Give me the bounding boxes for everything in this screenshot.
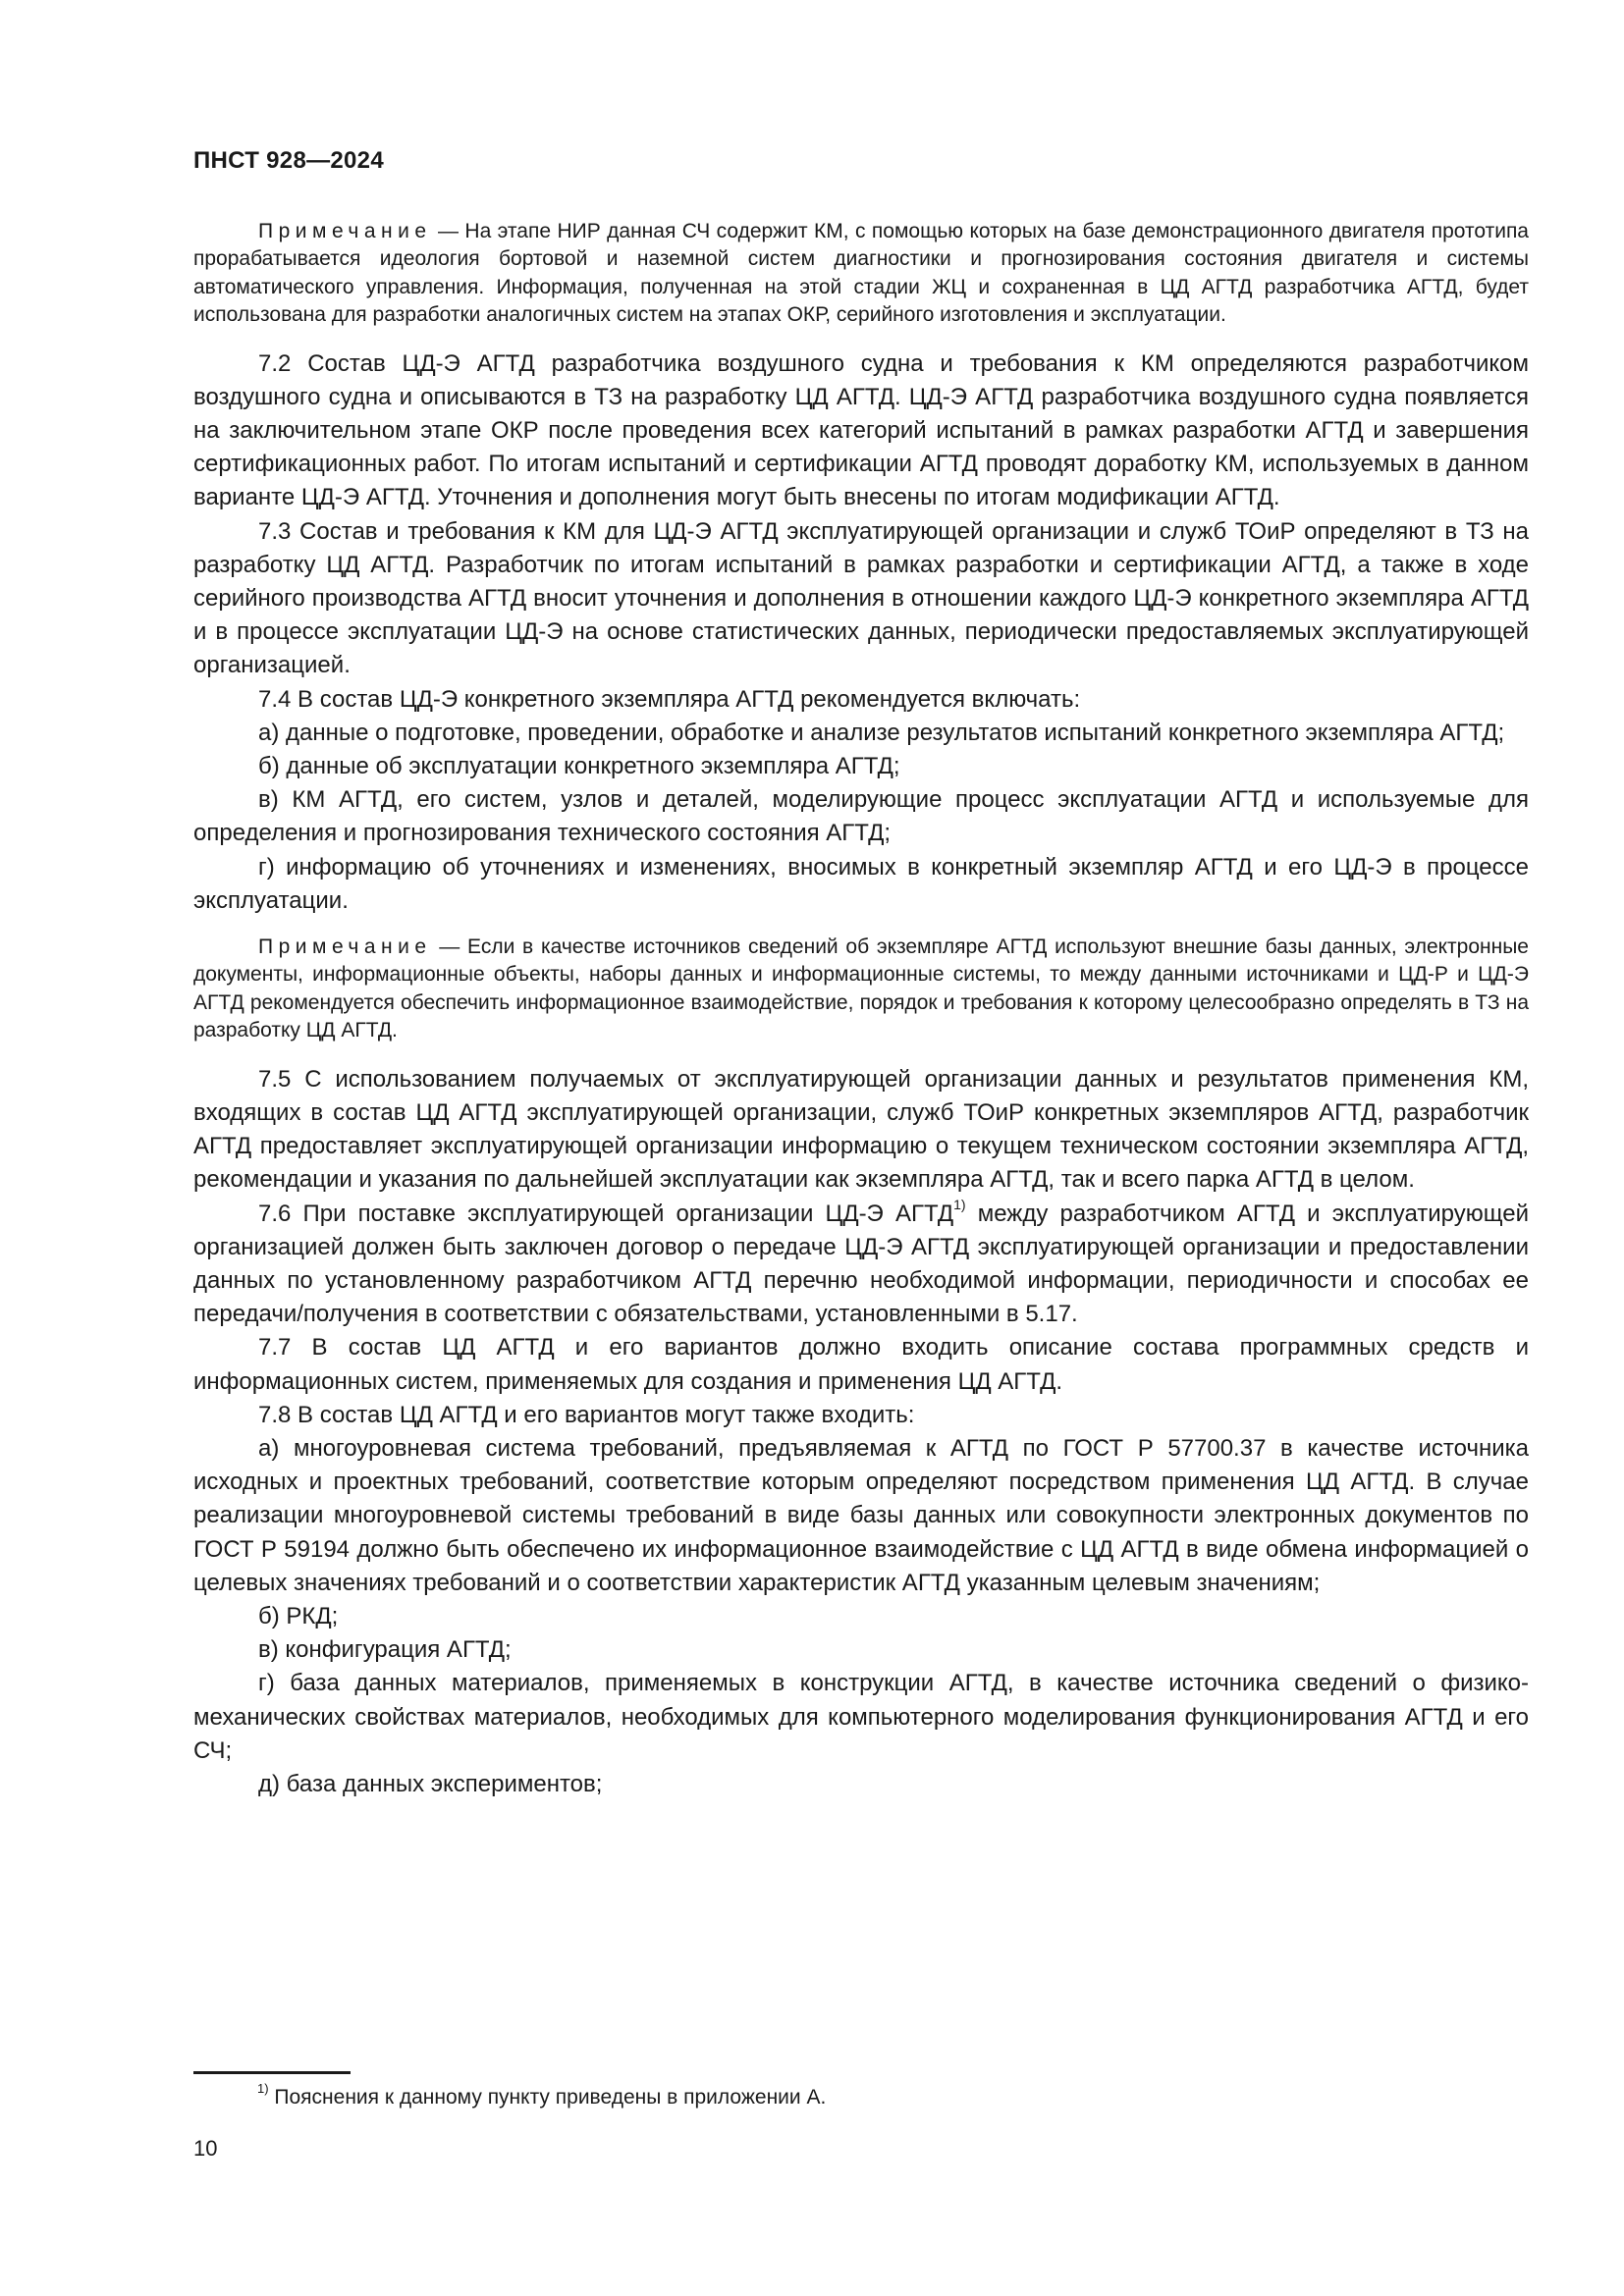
- section-7-2-to-7-4: [193, 347, 1529, 918]
- footnote-text: Пояснения к данному пункту приведены в приложении А.: [268, 2086, 827, 2109]
- footnote-reference: 1): [953, 1196, 966, 1212]
- list-item-7-8-d: д) база данных экспериментов;: [258, 1770, 603, 1797]
- section-7-5-to-7-8: [193, 1063, 1529, 1801]
- page-body: [193, 218, 1529, 1801]
- list-item-7-8-v: в) конфигурация АГТД;: [258, 1636, 512, 1664]
- paragraph-7-3: 7.3 Состав и требования к КМ для ЦД-Э АГТД эксплуатирующей организации и служб ТОиР определяют в ТЗ на разработку ЦД АГТД. Разработчик по итогам испытаний в рамках разработки и сертификации АГТД, а также в ходе серийного производства АГТД вносит уточнения и дополнения в отношении каждого ЦД-Э конкретного экземпляра АГТД и в процессе эксплуатации ЦД-Э на основе статистических данных, периодически предоставляемых эксплуатирующей организацией.: [193, 517, 1529, 679]
- note-2-label: Примечание: [258, 935, 432, 959]
- list-item-7-4-v: в) КМ АГТД, его систем, узлов и деталей, моделирующие процесс эксплуатации АГТД и используемые для определения и прогнозирования технического состояния АГТД;: [193, 786, 1529, 847]
- footnote-divider: [193, 2071, 351, 2074]
- list-item-7-4-b: б) данные об эксплуатации конкретного экземпляра АГТД;: [258, 753, 900, 780]
- list-item-7-8-a: а) многоуровневая система требований, предъявляемая к АГТД по ГОСТ Р 57700.37 в качестве источника исходных и проектных требований, соответствие которым определяют посредством применения ЦД АГТД. В случае реализации многоуровневой системы требований в виде базы данных или совокупности электронных документов по ГОСТ Р 59194 должно быть обеспечено их информационное взаимодействие с ЦД АГТД в виде обмена информацией о целевых значениях требований и о соответствии характеристик АГТД указанным целевым значениям;: [193, 1434, 1529, 1596]
- note-1-text: — На этапе НИР данная СЧ содержит КМ, с помощью которых на базе демонстрационного двигателя прототипа прорабатывается идеология бортовой и наземной систем диагностики и прогнозирования состояния двигателя и системы автоматического управления. Информация, полученная на этой стадии ЖЦ и сохраненная в ЦД АГТД разработчика АГТД, будет использована для разработки аналогичных систем на этапах ОКР, серийного изготовления и эксплуатации.: [193, 220, 1529, 327]
- document-header: ПНСТ 928—2024: [193, 147, 384, 174]
- note-1: [193, 218, 1529, 330]
- page-number: 10: [193, 2136, 218, 2161]
- list-item-7-8-g: г) база данных материалов, применяемых в конструкции АГТД, в качестве источника сведений о физико-механических свойствах материалов, необходимых для компьютерного моделирования функционирования АГТД и его СЧ;: [193, 1670, 1529, 1764]
- paragraph-7-6-start: 7.6 При поставке эксплуатирующей организации ЦД-Э АГТД: [258, 1200, 954, 1227]
- footnote-marker: 1): [257, 2081, 269, 2096]
- paragraph-7-2: 7.2 Состав ЦД-Э АГТД разработчика воздушного судна и требования к КМ определяются разработчиком воздушного судна и описываются в ТЗ на разработку ЦД АГТД. ЦД-Э АГТД разработчика воздушного судна появляется на заключительном этапе ОКР после проведения всех категорий испытаний в рамках разработки АГТД и завершения сертификационных работ. По итогам испытаний и сертификации АГТД проводят доработку КМ, используемых в данном варианте ЦД-Э АГТД. Уточнения и дополнения могут быть внесены по итогам модификации АГТД.: [193, 349, 1529, 511]
- note-2-text: — Если в качестве источников сведений об экземпляре АГТД используют внешние базы данных, электронные документы, информационные объекты, наборы данных и информационные системы, то между данными источниками и ЦД-Р и ЦД-Э АГТД рекомендуется обеспечить информационное взаимодействие, порядок и требования к которому целесообразно определять в ТЗ на разработку ЦД АГТД.: [193, 935, 1529, 1042]
- footnote: [257, 2081, 827, 2111]
- paragraph-7-5: 7.5 С использованием получаемых от эксплуатирующей организации данных и результатов применения КМ, входящих в состав ЦД АГТД эксплуатирующей организации, служб ТОиР конкретных экземпляров АГТД, разработчик АГТД предоставляет эксплуатирующей организации информацию о текущем техническом состоянии экземпляра АГТД, рекомендации и указания по дальнейшей эксплуатации как экземпляра АГТД, так и всего парка АГТД в целом.: [193, 1065, 1529, 1194]
- list-item-7-4-a: а) данные о подготовке, проведении, обработке и анализе результатов испытаний конкретного экземпляра АГТД;: [258, 719, 1505, 746]
- paragraph-7-6-end: между разработчиком АГТД и эксплуатирующей организацией должен быть заключен договор о передаче ЦД-Э АГТД эксплуатирующей организации и предоставлении данных по установленному разработчиком АГТД перечню необходимой информации, периодичности и способах ее передачи/получения в соответствии с обязательствами, установленными в 5.17.: [193, 1200, 1529, 1328]
- paragraph-7-6: [193, 1198, 1529, 1332]
- note-1-label: Примечание: [258, 220, 432, 242]
- paragraph-7-8: 7.8 В состав ЦД АГТД и его вариантов могут также входить:: [258, 1401, 915, 1428]
- list-item-7-8-b: б) РКД;: [258, 1602, 339, 1629]
- paragraph-7-7: 7.7 В состав ЦД АГТД и его вариантов должно входить описание состава программных средств и информационных систем, применяемых для создания и применения ЦД АГТД.: [193, 1334, 1529, 1395]
- paragraph-7-4: 7.4 В состав ЦД-Э конкретного экземпляра АГТД рекомендуется включать:: [258, 685, 1081, 713]
- note-2: [193, 934, 1529, 1045]
- list-item-7-4-g: г) информацию об уточнениях и изменениях, вносимых в конкретный экземпляр АГТД и его ЦД-Э в процессе эксплуатации.: [193, 853, 1529, 914]
